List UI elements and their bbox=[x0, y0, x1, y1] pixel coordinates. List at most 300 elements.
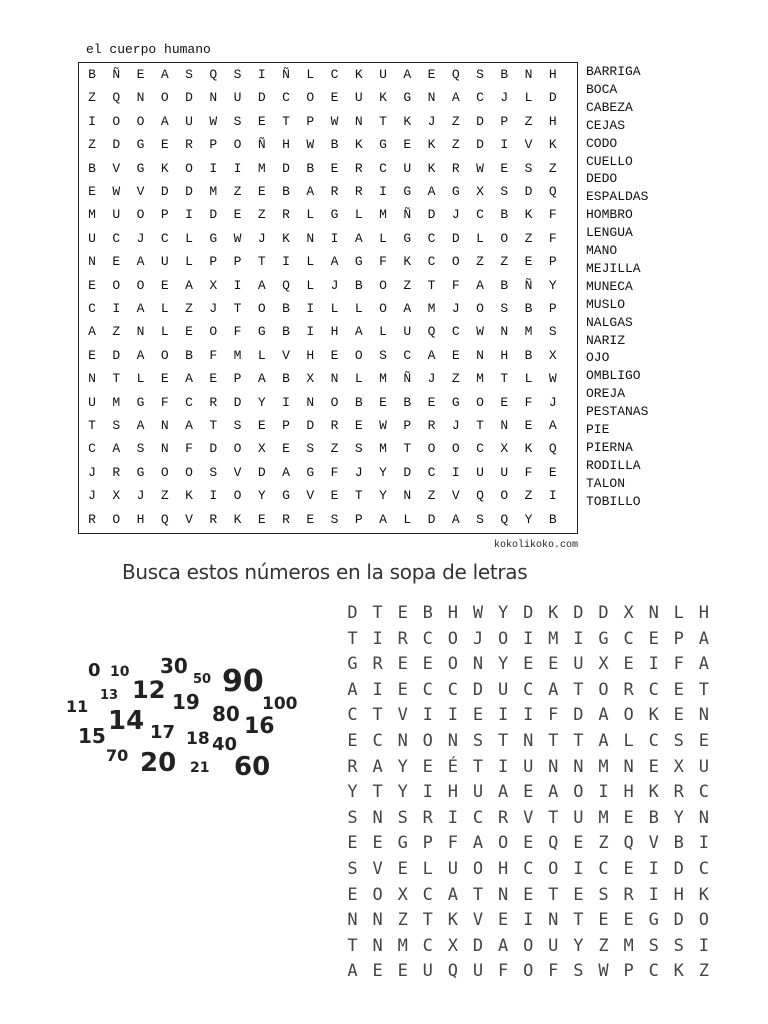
grid-letter: V bbox=[397, 705, 408, 726]
grid-letter: I bbox=[422, 705, 433, 726]
grid-letter: A bbox=[476, 277, 484, 293]
grid-letter: E bbox=[523, 654, 534, 675]
grid-letter: R bbox=[209, 511, 218, 527]
grid-letter: T bbox=[209, 418, 218, 433]
grid-letter: O bbox=[112, 113, 121, 129]
grid-letter: K bbox=[233, 511, 242, 527]
grid-letter: T bbox=[548, 884, 559, 905]
grid-letter: E bbox=[548, 654, 559, 675]
grid-letter: P bbox=[209, 254, 218, 270]
grid-letter: G bbox=[451, 394, 460, 410]
grid-letter: C bbox=[403, 347, 412, 363]
grid-letter: I bbox=[497, 705, 509, 726]
grid-letter: H bbox=[698, 603, 710, 623]
grid-letter: T bbox=[476, 418, 484, 433]
grid-letter: V bbox=[185, 511, 193, 527]
grid-letter: P bbox=[548, 301, 557, 316]
grid-letter: U bbox=[160, 254, 169, 270]
grid-letter: O bbox=[379, 277, 387, 293]
grid-letter: I bbox=[422, 782, 433, 803]
grid-letter: H bbox=[330, 324, 339, 340]
grid-letter: C bbox=[330, 67, 339, 82]
number-label: 13 bbox=[100, 688, 119, 703]
grid-letter: M bbox=[476, 371, 484, 387]
grid-letter: Z bbox=[233, 184, 242, 199]
grid-letter: L bbox=[476, 230, 484, 246]
grid-letter: G bbox=[136, 464, 145, 480]
grid-letter: S bbox=[185, 67, 193, 82]
grid-letter: A bbox=[451, 511, 460, 527]
grid-letter: A bbox=[372, 756, 383, 777]
grid-letter: E bbox=[257, 184, 266, 199]
grid-letter: L bbox=[403, 511, 412, 527]
grid-row bbox=[79, 368, 577, 390]
grid-letter: I bbox=[209, 160, 218, 176]
grid-row bbox=[340, 907, 720, 933]
grid-letter: J bbox=[451, 418, 460, 433]
grid-letter: A bbox=[136, 301, 145, 316]
grid-letter: L bbox=[257, 347, 266, 363]
grid-letter: Z bbox=[698, 961, 710, 982]
grid-letter: A bbox=[354, 324, 363, 340]
grid-letter: J bbox=[88, 464, 96, 480]
grid-letter: K bbox=[648, 705, 659, 726]
grid-letter: Z bbox=[598, 833, 609, 854]
word-list-item: NALGAS bbox=[586, 314, 633, 330]
grid-letter: G bbox=[403, 90, 412, 106]
grid-letter: N bbox=[403, 488, 412, 504]
grid-letter: D bbox=[472, 679, 484, 700]
grid-letter: S bbox=[500, 301, 509, 316]
grid-letter: H bbox=[447, 782, 459, 803]
grid-letter: S bbox=[136, 441, 145, 457]
grid-letter: F bbox=[160, 394, 169, 410]
grid-letter: A bbox=[403, 301, 412, 316]
word-list-item: CEJAS bbox=[586, 117, 626, 133]
grid-letter: B bbox=[354, 277, 363, 293]
grid-letter: C bbox=[422, 628, 433, 649]
grid-letter: Y bbox=[397, 756, 408, 777]
grid-letter: O bbox=[472, 859, 484, 879]
grid-letter: P bbox=[160, 207, 169, 223]
grid-letter: E bbox=[523, 884, 534, 905]
grid-letter: E bbox=[523, 782, 534, 803]
grid-letter: C bbox=[648, 731, 659, 751]
grid-letter: Y bbox=[257, 488, 266, 504]
number-label: 10 bbox=[110, 664, 130, 680]
grid-letter: W bbox=[476, 160, 484, 176]
grid-letter: A bbox=[548, 782, 559, 803]
grid-letter: H bbox=[282, 137, 290, 153]
grid-letter: J bbox=[472, 628, 484, 649]
grid-letter: O bbox=[422, 731, 433, 751]
grid-letter: C bbox=[523, 679, 534, 700]
grid-letter: B bbox=[548, 511, 557, 527]
grid-letter: T bbox=[233, 301, 242, 316]
grid-letter: N bbox=[372, 910, 383, 931]
grid-letter: B bbox=[500, 277, 509, 293]
grid-letter: U bbox=[573, 807, 584, 828]
grid-letter: X bbox=[306, 371, 315, 387]
grid-letter: I bbox=[447, 705, 459, 726]
grid-letter: R bbox=[623, 884, 634, 905]
grid-letter: A bbox=[257, 371, 266, 387]
number-label: 20 bbox=[140, 748, 177, 778]
grid-letter: F bbox=[497, 961, 509, 982]
grid-row bbox=[340, 933, 720, 959]
grid-letter: H bbox=[497, 859, 509, 879]
grid-letter: E bbox=[524, 254, 533, 270]
grid-letter: D bbox=[472, 935, 484, 956]
grid-letter: Q bbox=[451, 67, 460, 82]
grid-letter: I bbox=[648, 884, 659, 905]
grid-letter: S bbox=[524, 160, 533, 176]
grid-letter: I bbox=[233, 160, 242, 176]
grid-letter: O bbox=[136, 277, 145, 293]
grid-row bbox=[79, 438, 577, 460]
grid-letter: N bbox=[88, 254, 96, 270]
grid-letter: U bbox=[422, 961, 433, 982]
grid-letter: I bbox=[698, 833, 710, 854]
grid-row bbox=[79, 228, 577, 250]
grid-letter: D bbox=[209, 441, 218, 457]
grid-letter: Ñ bbox=[403, 371, 412, 387]
grid-letter: M bbox=[598, 807, 609, 828]
grid-letter: O bbox=[160, 464, 169, 480]
grid-letter: Z bbox=[397, 910, 408, 931]
grid-letter: O bbox=[451, 441, 460, 457]
number-label: 0 bbox=[88, 660, 101, 681]
grid-letter: D bbox=[112, 347, 121, 363]
grid-letter: N bbox=[397, 731, 408, 751]
grid-letter: E bbox=[282, 441, 290, 457]
grid-letter: L bbox=[354, 301, 363, 316]
grid-letter: T bbox=[372, 705, 383, 726]
grid-letter: N bbox=[472, 654, 484, 675]
grid-letter: U bbox=[185, 113, 193, 129]
grid-letter: S bbox=[500, 184, 509, 199]
grid-letter: K bbox=[403, 113, 412, 129]
grid-letter: O bbox=[573, 782, 584, 803]
grid-letter: D bbox=[598, 603, 609, 623]
grid-letter: A bbox=[185, 277, 193, 293]
grid-letter: N bbox=[136, 324, 145, 340]
grid-letter: R bbox=[497, 807, 509, 828]
grid-letter: C bbox=[648, 679, 659, 700]
grid-letter: E bbox=[623, 807, 634, 828]
grid-letter: B bbox=[673, 833, 684, 854]
grid-letter: Y bbox=[524, 511, 533, 527]
grid-letter: C bbox=[648, 961, 659, 982]
grid-row bbox=[79, 345, 577, 367]
grid-letter: B bbox=[282, 301, 290, 316]
grid-letter: S bbox=[673, 935, 684, 956]
grid-letter: D bbox=[257, 464, 266, 480]
grid-letter: E bbox=[500, 160, 509, 176]
grid-letter: O bbox=[500, 488, 509, 504]
grid-letter: E bbox=[523, 833, 534, 854]
grid-letter: O bbox=[112, 277, 121, 293]
grid-letter: X bbox=[476, 184, 484, 199]
grid-letter: A bbox=[427, 184, 436, 199]
word-list-item: RODILLA bbox=[586, 457, 641, 473]
grid-letter: L bbox=[306, 207, 315, 223]
grid-letter: Z bbox=[524, 113, 533, 129]
grid-letter: H bbox=[673, 884, 684, 905]
grid-letter: T bbox=[573, 731, 584, 751]
grid-letter: E bbox=[427, 67, 436, 82]
grid-letter: E bbox=[524, 418, 533, 433]
grid-letter: Z bbox=[451, 113, 460, 129]
grid-letter: O bbox=[306, 90, 315, 106]
grid-letter: E bbox=[422, 756, 433, 777]
grid-letter: I bbox=[573, 859, 584, 879]
number-label: 100 bbox=[262, 694, 298, 714]
grid-letter: K bbox=[698, 884, 710, 905]
grid-letter: V bbox=[524, 137, 533, 153]
number-label: 14 bbox=[108, 706, 145, 736]
grid-letter: R bbox=[112, 464, 121, 480]
grid-letter: N bbox=[698, 807, 710, 828]
grid-letter: E bbox=[330, 347, 339, 363]
grid-letter: G bbox=[379, 137, 387, 153]
grid-letter: L bbox=[185, 254, 193, 270]
grid-letter: M bbox=[548, 628, 559, 649]
grid-letter: A bbox=[548, 679, 559, 700]
grid-letter: G bbox=[403, 230, 412, 246]
grid-letter: U bbox=[523, 756, 534, 777]
number-label: 19 bbox=[172, 690, 200, 714]
word-list-item: PIE bbox=[586, 422, 610, 437]
grid-letter: E bbox=[573, 884, 584, 905]
grid-letter: P bbox=[233, 254, 242, 270]
grid-letter: N bbox=[330, 371, 339, 387]
grid-letter: V bbox=[112, 160, 121, 176]
grid-letter: W bbox=[472, 603, 484, 623]
grid-letter: E bbox=[354, 418, 363, 433]
grid-letter: P bbox=[282, 418, 290, 433]
grid-letter: O bbox=[233, 441, 242, 457]
grid-letter: E bbox=[347, 884, 358, 905]
grid-letter: A bbox=[451, 90, 460, 106]
number-label: 60 bbox=[234, 752, 271, 782]
grid-letter: C bbox=[422, 884, 433, 905]
grid-letter: T bbox=[112, 371, 121, 387]
grid-letter: A bbox=[698, 628, 710, 649]
grid-letter: C bbox=[476, 207, 484, 223]
grid-letter: C bbox=[282, 90, 290, 106]
grid-letter: C bbox=[372, 731, 383, 751]
grid-letter: M bbox=[112, 394, 121, 410]
grid-letter: B bbox=[422, 603, 433, 623]
grid-letter: W bbox=[598, 961, 609, 982]
grid-letter: C bbox=[598, 859, 609, 879]
grid-letter: U bbox=[233, 90, 242, 106]
grid-letter: Q bbox=[476, 488, 484, 504]
grid-letter: C bbox=[88, 441, 96, 457]
grid-letter: S bbox=[476, 67, 484, 82]
grid-letter: T bbox=[500, 371, 509, 387]
grid-letter: X bbox=[598, 654, 609, 675]
grid-letter: P bbox=[623, 961, 634, 982]
grid-letter: E bbox=[648, 756, 659, 777]
grid-letter: L bbox=[306, 277, 315, 293]
grid-letter: S bbox=[573, 961, 584, 982]
grid-row bbox=[340, 677, 720, 703]
grid-letter: S bbox=[397, 807, 408, 828]
grid-letter: G bbox=[136, 394, 145, 410]
grid-letter: L bbox=[524, 90, 533, 106]
word-list-item: MANO bbox=[586, 243, 618, 258]
grid-letter: D bbox=[209, 207, 218, 223]
grid-letter: P bbox=[403, 418, 412, 433]
grid-letter: N bbox=[447, 731, 459, 751]
grid-letter: F bbox=[548, 705, 559, 726]
grid-letter: Z bbox=[524, 230, 533, 246]
grid-letter: R bbox=[330, 418, 339, 433]
grid-letter: X bbox=[209, 277, 218, 293]
word-list-item: CABEZA bbox=[586, 99, 633, 115]
grid-letter: C bbox=[472, 807, 484, 828]
grid-letter: A bbox=[403, 67, 412, 82]
grid-letter: I bbox=[257, 67, 266, 82]
grid-letter: V bbox=[372, 859, 383, 879]
grid-letter: I bbox=[233, 277, 242, 293]
grid-letter: P bbox=[354, 511, 363, 527]
grid-letter: O bbox=[598, 679, 609, 700]
grid-letter: R bbox=[427, 418, 436, 433]
grid-letter: F bbox=[447, 833, 459, 854]
grid-letter: Q bbox=[282, 277, 290, 293]
grid-letter: C bbox=[185, 394, 193, 410]
grid-letter: B bbox=[282, 324, 290, 340]
grid-letter: E bbox=[673, 679, 684, 700]
grid-letter: A bbox=[330, 254, 339, 270]
grid-letter: M bbox=[623, 935, 634, 956]
grid-letter: F bbox=[185, 441, 193, 457]
grid-letter: U bbox=[379, 67, 387, 82]
grid-letter: F bbox=[330, 464, 339, 480]
grid-letter: O bbox=[185, 160, 193, 176]
grid-letter: U bbox=[403, 324, 412, 340]
grid-letter: T bbox=[573, 910, 584, 931]
grid-letter: A bbox=[136, 347, 145, 363]
grid-letter: X bbox=[447, 935, 459, 956]
number-label: 12 bbox=[132, 676, 166, 704]
grid-letter: E bbox=[500, 394, 509, 410]
grid-letter: S bbox=[548, 324, 557, 340]
grid-letter: J bbox=[136, 230, 145, 246]
grid-letter: R bbox=[209, 394, 218, 410]
grid-letter: J bbox=[548, 394, 557, 410]
word-list-item: OMBLIGO bbox=[586, 368, 641, 384]
grid-letter: M bbox=[379, 441, 387, 457]
puzzle2-grid bbox=[340, 600, 720, 984]
grid-letter: T bbox=[497, 731, 509, 751]
grid-letter: J bbox=[354, 464, 363, 480]
grid-letter: I bbox=[372, 628, 383, 649]
grid-letter: B bbox=[88, 67, 96, 82]
grid-letter: O bbox=[379, 301, 387, 316]
grid-letter: G bbox=[648, 910, 659, 931]
grid-letter: A bbox=[379, 511, 387, 527]
grid-letter: T bbox=[347, 935, 358, 956]
grid-letter: R bbox=[185, 137, 193, 153]
grid-letter: K bbox=[524, 441, 533, 457]
grid-letter: D bbox=[427, 511, 436, 527]
grid-letter: E bbox=[185, 324, 193, 340]
grid-letter: Q bbox=[623, 833, 634, 854]
grid-letter: V bbox=[282, 347, 290, 363]
grid-letter: Y bbox=[257, 394, 266, 410]
grid-letter: V bbox=[648, 833, 659, 854]
grid-letter: T bbox=[427, 277, 436, 293]
grid-letter: A bbox=[497, 782, 509, 803]
number-label: 30 bbox=[160, 654, 188, 678]
grid-letter: E bbox=[698, 731, 710, 751]
puzzle1-grid bbox=[78, 62, 578, 534]
grid-letter: O bbox=[497, 833, 509, 854]
grid-letter: A bbox=[698, 654, 710, 675]
grid-letter: W bbox=[306, 137, 315, 153]
grid-letter: E bbox=[623, 910, 634, 931]
grid-letter: Z bbox=[257, 207, 266, 223]
grid-letter: U bbox=[573, 654, 584, 675]
grid-letter: D bbox=[451, 230, 460, 246]
grid-letter: E bbox=[372, 833, 383, 854]
grid-letter: M bbox=[209, 184, 218, 199]
grid-letter: B bbox=[282, 371, 290, 387]
grid-row bbox=[79, 462, 577, 484]
word-list-item: LENGUA bbox=[586, 225, 633, 241]
grid-letter: X bbox=[397, 884, 408, 905]
grid-letter: Z bbox=[403, 277, 412, 293]
grid-letter: O bbox=[476, 394, 484, 410]
grid-letter: I bbox=[330, 230, 339, 246]
grid-letter: G bbox=[306, 464, 315, 480]
grid-letter: W bbox=[379, 418, 387, 433]
grid-letter: K bbox=[548, 603, 559, 623]
number-label: 11 bbox=[66, 697, 89, 716]
grid-letter: Z bbox=[598, 935, 609, 956]
grid-letter: Y bbox=[573, 935, 584, 956]
grid-letter: E bbox=[330, 90, 339, 106]
grid-letter: C bbox=[427, 230, 436, 246]
grid-letter: J bbox=[209, 301, 218, 316]
grid-letter: U bbox=[88, 394, 96, 410]
grid-letter: O bbox=[233, 488, 242, 504]
grid-letter: E bbox=[88, 277, 96, 293]
number-label: 90 bbox=[222, 664, 264, 699]
number-label: 18 bbox=[186, 729, 210, 749]
grid-letter: I bbox=[306, 324, 315, 340]
grid-letter: U bbox=[476, 464, 484, 480]
grid-letter: J bbox=[427, 113, 436, 129]
grid-letter: F bbox=[451, 277, 460, 293]
grid-letter: P bbox=[209, 137, 218, 153]
grid-letter: L bbox=[306, 254, 315, 270]
grid-row bbox=[79, 64, 577, 86]
grid-letter: M bbox=[427, 301, 436, 316]
grid-letter: C bbox=[160, 230, 169, 246]
grid-letter: E bbox=[233, 207, 242, 223]
grid-letter: D bbox=[282, 160, 290, 176]
grid-letter: D bbox=[306, 418, 315, 433]
grid-letter: U bbox=[447, 859, 459, 879]
grid-letter: F bbox=[548, 230, 557, 246]
grid-letter: E bbox=[160, 371, 169, 387]
grid-letter: D bbox=[185, 90, 193, 106]
